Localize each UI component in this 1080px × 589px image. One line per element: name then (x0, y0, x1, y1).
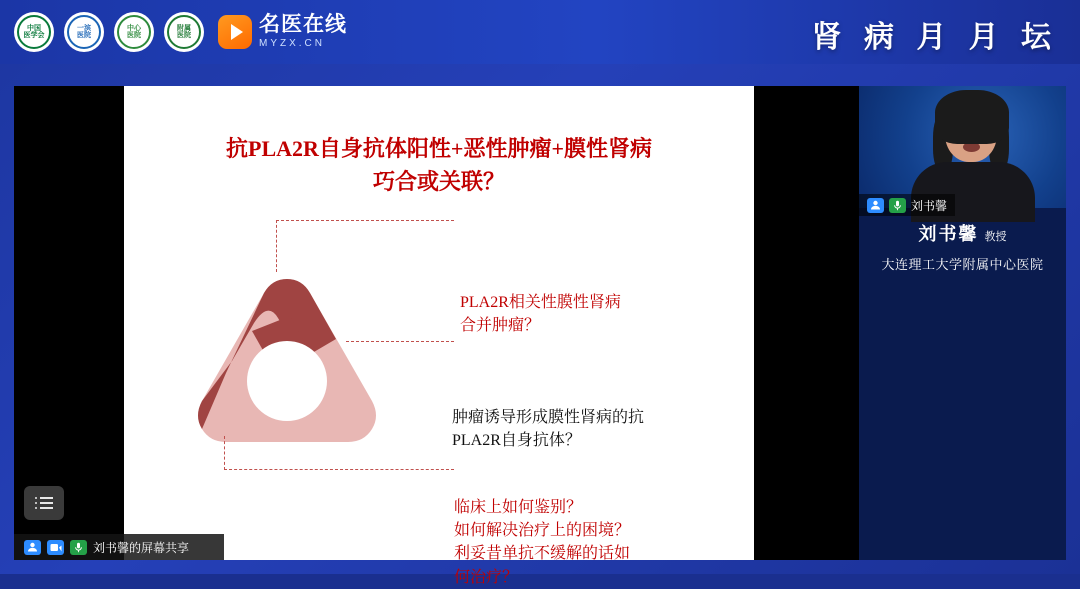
logo-hospital-3-icon: 中心 医院 (114, 12, 154, 52)
speaker-video-panel[interactable] (859, 86, 1066, 560)
callout-1-line2: 合并肿瘤？ (460, 317, 541, 335)
microphone-icon (889, 198, 906, 213)
video-name-bar (859, 194, 955, 216)
speaker-name-row (859, 220, 1066, 246)
top-banner (0, 0, 1080, 64)
brand-logo (218, 14, 347, 50)
segment-label-03: 03 (206, 449, 223, 466)
segment-label-01: 01 (266, 347, 283, 364)
slide-list-button[interactable] (24, 486, 64, 520)
slide-title-line2: 巧合或关联？ (372, 169, 505, 194)
brand-name-en: MYZX.CN (259, 38, 325, 50)
callout-3-line3: 利妥昔单抗不缓解的话如 (454, 545, 631, 563)
speaker-name: 刘书馨 (918, 224, 979, 244)
screen-share-label: 刘书馨的屏幕共享 (93, 540, 190, 555)
speaker-title: 教授 (984, 231, 1007, 243)
callout-2-line1: 肿瘤诱导形成膜性肾病的抗 (452, 409, 645, 426)
logo-group (14, 12, 204, 52)
slide-title-line1: 抗PLA2R自身抗体阳性+恶性肿瘤+膜性肾病 (226, 136, 652, 161)
shared-screen-area (14, 86, 859, 586)
presentation-slide (124, 86, 754, 586)
connector-line-3-vertical (224, 436, 225, 470)
connector-line-1-vertical (276, 220, 277, 272)
play-icon (218, 15, 252, 49)
logo-hospital-4-icon: 附属 医院 (164, 12, 204, 52)
triangle-donut-svg (182, 261, 392, 476)
triangle-donut-graphic (182, 261, 392, 466)
logo-hospital-1-icon: 中国 医学会 (14, 12, 54, 52)
banner-title: 肾 病 月 月 坛 (811, 21, 1058, 54)
connector-line-2 (346, 341, 454, 342)
meeting-stage (14, 86, 1066, 586)
participant-icon (867, 198, 884, 213)
speaker-organization: 大连理工大学附属中心医院 (881, 257, 1044, 272)
logo-hospital-2-icon: 一滨 医院 (64, 12, 104, 52)
list-lines-icon (40, 497, 53, 509)
speaker-hair (935, 90, 1009, 144)
microphone-icon (70, 540, 87, 555)
speaker-info (859, 220, 1066, 273)
connector-line-3 (224, 469, 454, 470)
video-participant-name: 刘书馨 (911, 198, 948, 213)
callout-3 (454, 496, 630, 589)
video-icon (47, 540, 64, 555)
participant-icon (24, 540, 41, 555)
callout-2 (452, 406, 644, 452)
brand-name-cn: 名医在线 (259, 12, 347, 36)
callout-3-line1: 临床上如何鉴别？ (454, 499, 583, 516)
list-bullets-icon (35, 497, 37, 509)
connector-line-1 (276, 220, 454, 221)
callout-2-line2: PLA2R自身抗体？ (452, 432, 581, 450)
callout-1 (460, 291, 621, 337)
callout-3-line4: 何治疗？ (454, 568, 519, 586)
segment-label-02: 02 (322, 446, 339, 463)
screen-share-status-bar (14, 534, 224, 560)
slide-title (148, 132, 730, 198)
callout-1-line1: PLA2R相关性膜性肾病 (460, 294, 621, 311)
speaker-video-feed (859, 86, 1066, 208)
callout-3-line2: 如何解决治疗上的困境？ (454, 522, 631, 540)
